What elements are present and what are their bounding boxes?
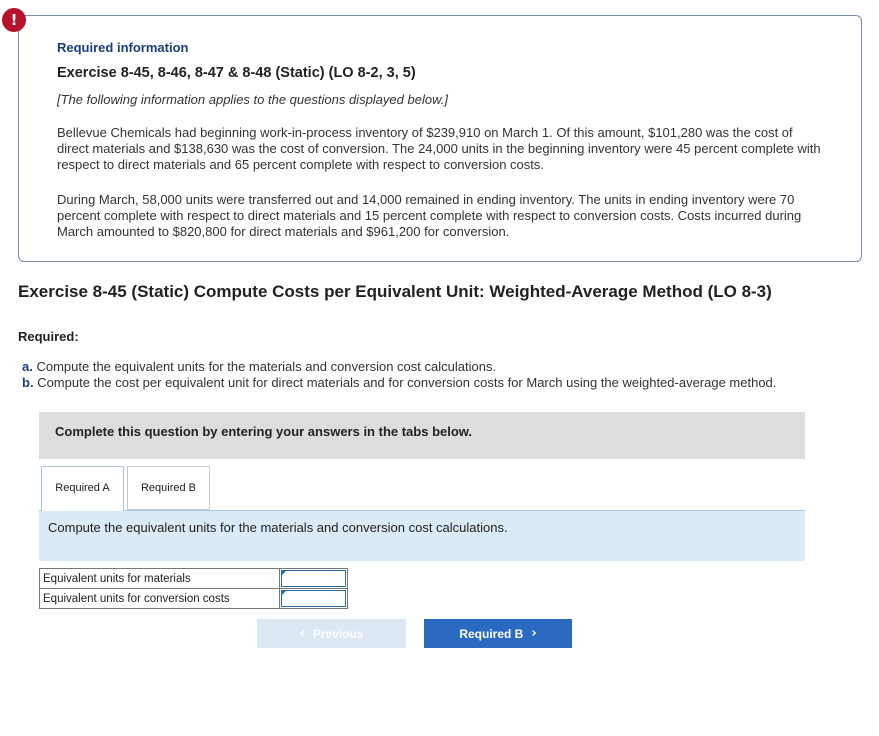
input-marker-icon	[281, 570, 287, 576]
requirement-marker: b.	[22, 375, 34, 390]
exercise-title: Exercise 8-45 (Static) Compute Costs per Equivalent Unit: Weighted-Average Method (LO 8-3)	[18, 282, 772, 301]
equivalent-units-materials-input[interactable]	[280, 569, 348, 589]
requirement-b	[22, 375, 776, 390]
input-field[interactable]	[281, 570, 346, 587]
required-information-box	[18, 15, 862, 262]
input-marker-icon	[281, 590, 287, 596]
previous-button[interactable]	[257, 619, 406, 648]
requirement-text: Compute the equivalent units for the materials and conversion cost calculations.	[36, 359, 497, 374]
table-row	[40, 569, 348, 589]
tab-required-a[interactable]: Required A	[41, 466, 124, 511]
previous-label: Previous	[312, 626, 364, 641]
answer-table	[39, 568, 348, 609]
requirement-marker: a.	[22, 359, 33, 374]
info-note: [The following information applies to the questions displayed below.]	[57, 92, 448, 107]
exercise-group-title: Exercise 8-45, 8-46, 8-47 & 8-48 (Static) (LO 8-2, 3, 5)	[57, 65, 416, 81]
chevron-right-icon: ›	[531, 626, 537, 641]
chevron-left-icon: ‹	[299, 626, 305, 641]
required-label: Required:	[18, 329, 79, 344]
alert-icon: !	[2, 8, 26, 32]
requirement-a	[22, 359, 496, 374]
next-label: Required B	[459, 626, 524, 641]
tab-required-b[interactable]: Required B	[127, 466, 210, 510]
input-field[interactable]	[281, 590, 346, 607]
requirement-text: Compute the cost per equivalent unit for direct materials and for conversion costs for March using the weighted-average method.	[37, 375, 777, 390]
table-row	[40, 589, 348, 609]
required-information-heading: Required information	[57, 40, 189, 55]
panel-instruction: Compute the equivalent units for the materials and conversion cost calculations.	[48, 520, 508, 535]
info-paragraph: During March, 58,000 units were transferred out and 14,000 remained in ending inventory. The units in ending inventory were 70 percent complete with respect to direct materials and 15 percent complete with respect to conversion costs. Costs incurred during March amounted to $820,800 for direct materials and $961,200 for conversion.	[57, 192, 802, 239]
equivalent-units-conversion-input[interactable]	[280, 589, 348, 609]
tab-panel	[39, 510, 805, 561]
row-label: Equivalent units for materials	[40, 569, 280, 589]
info-paragraph: Bellevue Chemicals had beginning work-in-process inventory of $239,910 on March 1. Of this amount, $101,280 was the cost of direct materials and $138,630 was the cost of conversion. The 24,000 units in the beginning inventory were 45 percent complete with respect to direct materials and 65 percent complete with respect to conversion costs.	[57, 125, 821, 172]
instructions-bar	[39, 412, 805, 459]
next-required-b-button[interactable]	[424, 619, 572, 648]
instructions-text: Complete this question by entering your answers in the tabs below.	[55, 424, 473, 439]
row-label: Equivalent units for conversion costs	[40, 589, 280, 609]
